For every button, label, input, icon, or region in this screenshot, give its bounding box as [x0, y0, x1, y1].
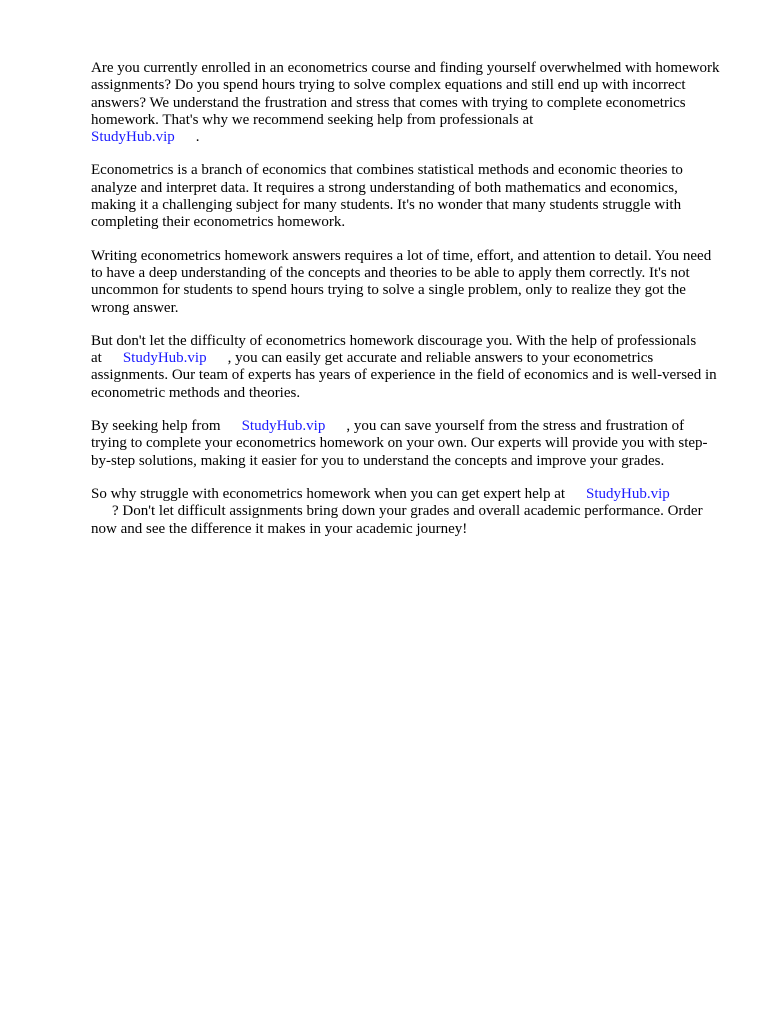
- paragraph-benefits: [91, 418, 723, 470]
- studyhub-link[interactable]: StudyHub.vip: [91, 129, 175, 146]
- paragraph-encouragement-before: But don't let the difficulty of econometrics homework discourage you. With the help of professionals at: [91, 332, 697, 367]
- paragraph-closing: [91, 486, 723, 538]
- paragraph-benefits-before: By seeking help from: [91, 418, 221, 435]
- studyhub-link[interactable]: StudyHub.vip: [586, 485, 670, 502]
- paragraph-intro-text: Are you currently enrolled in an econometrics course and finding yourself overwhelmed with homework assignments? Do you spend hours trying to solve complex equations and still end up with incorrect answers? We understand the frustration and stress that comes with trying to complete econometrics homework. That's why we recommend seeking help from professionals at: [91, 60, 720, 128]
- paragraph-difficulty: [91, 248, 723, 317]
- paragraph-benefits-after: , you can save yourself from the stress and frustration of trying to complete your econometrics homework on your own. Our experts will provide you with step-by-step solutions, making it easier for you to understand the concepts and improve your grades.: [91, 418, 708, 469]
- document-body: [91, 60, 723, 554]
- paragraph-closing-before: So why struggle with econometrics homework when you can get expert help at: [91, 485, 566, 502]
- studyhub-link[interactable]: StudyHub.vip: [122, 350, 207, 367]
- paragraph-definition-text: Econometrics is a branch of economics that combines statistical methods and economic theories to analyze and interpret data. It requires a strong understanding of both mathematics and economics, making it a challenging subject for many students. It's no wonder that many students struggle with completing their econometrics homework.: [91, 162, 683, 231]
- paragraph-difficulty-text: Writing econometrics homework answers requires a lot of time, effort, and attention to detail. You need to have a deep understanding of the concepts and theories to be able to apply them correctly. It's not uncommon for students to spend hours trying to solve a single problem, only to realize they got the wrong answer.: [91, 247, 712, 316]
- paragraph-definition: [91, 162, 723, 231]
- paragraph-closing-after: ? Don't let difficult assignments bring down your grades and overall academic performance. Order now and see the difference it makes in your academic journey!: [91, 503, 703, 537]
- paragraph-encouragement: [91, 333, 723, 402]
- paragraph-encouragement-after: , you can easily get accurate and reliable answers to your econometrics assignments. Our team of experts has years of experience in the field of economics and is well-versed in econometric methods and theories.: [91, 350, 717, 401]
- paragraph-intro-period: .: [195, 129, 200, 146]
- studyhub-link[interactable]: StudyHub.vip: [241, 418, 326, 435]
- paragraph-intro: [91, 60, 723, 146]
